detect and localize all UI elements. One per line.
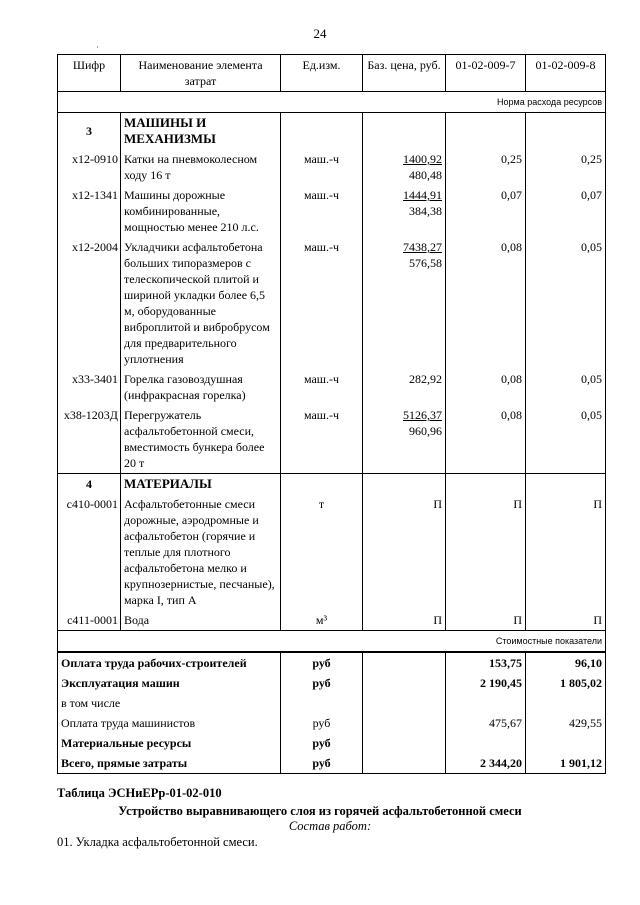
summary-unit: руб — [281, 753, 363, 774]
header-unit: Ед.изм. — [281, 55, 363, 92]
row-name: Асфальтобетонные смеси дорожные, аэродромные и асфальтобетон (горячие и теплые для плотного асфальтобетона мелко и крупнозернистые, песчаные), марка I, тип А — [121, 494, 281, 610]
row-value-7: 0,08 — [446, 405, 526, 474]
row-code: х38-1203Д — [58, 405, 121, 474]
summary-label: Оплата труда рабочих-строителей — [58, 652, 281, 673]
summary-value-7: 2 344,20 — [446, 753, 526, 774]
summary-value-8: 96,10 — [526, 652, 606, 673]
price-labor-value: 384,38 — [409, 204, 442, 218]
row-name: Вода — [121, 610, 281, 631]
row-value-7: 0,25 — [446, 149, 526, 185]
summary-unit: руб — [281, 733, 363, 753]
row-name: Горелка газовоздушная (инфракрасная горелка) — [121, 369, 281, 405]
table-row — [58, 369, 606, 405]
summary-value-7: 2 190,45 — [446, 673, 526, 693]
row-value-7: П — [446, 610, 526, 631]
row-code: х12-1341 — [58, 185, 121, 237]
summary-value-8: 1 901,12 — [526, 753, 606, 774]
summary-label: в том числе — [58, 693, 281, 713]
summary-row — [58, 673, 606, 693]
cost-row — [58, 631, 606, 653]
table-header-row — [58, 55, 606, 92]
row-unit: м³ — [281, 610, 363, 631]
summary-unit — [281, 693, 363, 713]
summary-value-8 — [526, 693, 606, 713]
summary-label: Оплата труда машинистов — [58, 713, 281, 733]
summary-value-7 — [446, 693, 526, 713]
summary-row — [58, 652, 606, 673]
summary-value-7: 153,75 — [446, 652, 526, 673]
row-name: Укладчики асфальтобетона больших типоразмеров с телескопической плитой и шириной укладки более 6,5 м, оборудованные виброплитой и вибробрусом для предварительного уплотнения — [121, 237, 281, 369]
row-value-7: 0,08 — [446, 369, 526, 405]
row-name: Катки на пневмоколесном ходу 16 т — [121, 149, 281, 185]
row-unit: маш.-ч — [281, 149, 363, 185]
row-price — [363, 405, 446, 474]
row-value-7: П — [446, 494, 526, 610]
row-unit: маш.-ч — [281, 185, 363, 237]
summary-label: Эксплуатация машин — [58, 673, 281, 693]
header-code: Шифр — [58, 55, 121, 92]
table-title: Таблица ЭСНиЕРр-01-02-010 — [57, 786, 222, 800]
row-code: х12-2004 — [58, 237, 121, 369]
page-number: 24 — [313, 26, 327, 41]
table-row — [58, 494, 606, 610]
section-row — [58, 474, 606, 495]
summary-unit: руб — [281, 652, 363, 673]
row-name: Перегружатель асфальтобетонной смеси, вместимость бункера более 20 т — [121, 405, 281, 474]
row-unit: маш.-ч — [281, 405, 363, 474]
norm-row — [58, 92, 606, 113]
row-code: х33-3401 — [58, 369, 121, 405]
summary-row — [58, 713, 606, 733]
row-price — [363, 185, 446, 237]
price-labor-value: 960,96 — [409, 424, 442, 438]
row-code: х12-0910 — [58, 149, 121, 185]
summary-label: Материальные ресурсы — [58, 733, 281, 753]
row-value-7: 0,08 — [446, 237, 526, 369]
price-value: 1400,92 — [403, 152, 442, 166]
row-name: Машины дорожные комбинированные, мощностью менее 210 л.с. — [121, 185, 281, 237]
row-price: П — [363, 494, 446, 610]
table-row — [58, 237, 606, 369]
summary-unit: руб — [281, 673, 363, 693]
row-value-8: 0,07 — [526, 185, 606, 237]
summary-value-7 — [446, 733, 526, 753]
header-col-7: 01-02-009-7 — [446, 55, 526, 92]
section-code: 3 — [58, 113, 121, 150]
resource-table — [57, 54, 606, 774]
work-item: 01. Укладка асфальтобетонной смеси. — [57, 835, 258, 849]
section-title: МАТЕРИАЛЫ — [121, 474, 281, 495]
work-composition-heading: Состав работ: — [288, 819, 372, 833]
price-value: 5126,37 — [403, 408, 442, 422]
row-value-8: П — [526, 494, 606, 610]
summary-value-8: 429,55 — [526, 713, 606, 733]
row-value-8: 0,05 — [526, 405, 606, 474]
table-row — [58, 149, 606, 185]
row-code: с410-0001 — [58, 494, 121, 610]
row-value-8: П — [526, 610, 606, 631]
summary-label: Всего, прямые затраты — [58, 753, 281, 774]
row-unit: т — [281, 494, 363, 610]
price-value: 282,92 — [409, 372, 442, 386]
price-labor-value: 576,58 — [409, 256, 442, 270]
price-value: 1444,91 — [403, 188, 442, 202]
section-title: МАШИНЫ И МЕХАНИЗМЫ — [121, 113, 281, 150]
table-row — [58, 185, 606, 237]
row-value-8: 0,05 — [526, 237, 606, 369]
section-row — [58, 113, 606, 150]
row-value-7: 0,07 — [446, 185, 526, 237]
corner-mark: ˙ — [96, 45, 99, 55]
header-name: Наименование элемента затрат — [121, 55, 281, 92]
row-code: с411-0001 — [58, 610, 121, 631]
price-labor-value: 480,48 — [409, 168, 442, 182]
summary-row — [58, 753, 606, 774]
table-row — [58, 610, 606, 631]
section-code: 4 — [58, 474, 121, 495]
summary-unit: руб — [281, 713, 363, 733]
row-price: П — [363, 610, 446, 631]
summary-value-7: 475,67 — [446, 713, 526, 733]
summary-row — [58, 693, 606, 713]
row-unit: маш.-ч — [281, 369, 363, 405]
norm-label: Норма расхода ресурсов — [58, 92, 606, 113]
header-price: Баз. цена, руб. — [363, 55, 446, 92]
summary-value-8 — [526, 733, 606, 753]
header-col-8: 01-02-009-8 — [526, 55, 606, 92]
row-price — [363, 149, 446, 185]
table-heading: Устройство выравнивающего слоя из горячей асфальтобетонной смеси — [118, 804, 522, 818]
table-row — [58, 405, 606, 474]
row-price — [363, 369, 446, 405]
row-unit: маш.-ч — [281, 237, 363, 369]
summary-row — [58, 733, 606, 753]
row-value-8: 0,25 — [526, 149, 606, 185]
price-value: 7438,27 — [403, 240, 442, 254]
summary-value-8: 1 805,02 — [526, 673, 606, 693]
row-price — [363, 237, 446, 369]
cost-label: Стоимостные показатели — [58, 631, 606, 653]
row-value-8: 0,05 — [526, 369, 606, 405]
